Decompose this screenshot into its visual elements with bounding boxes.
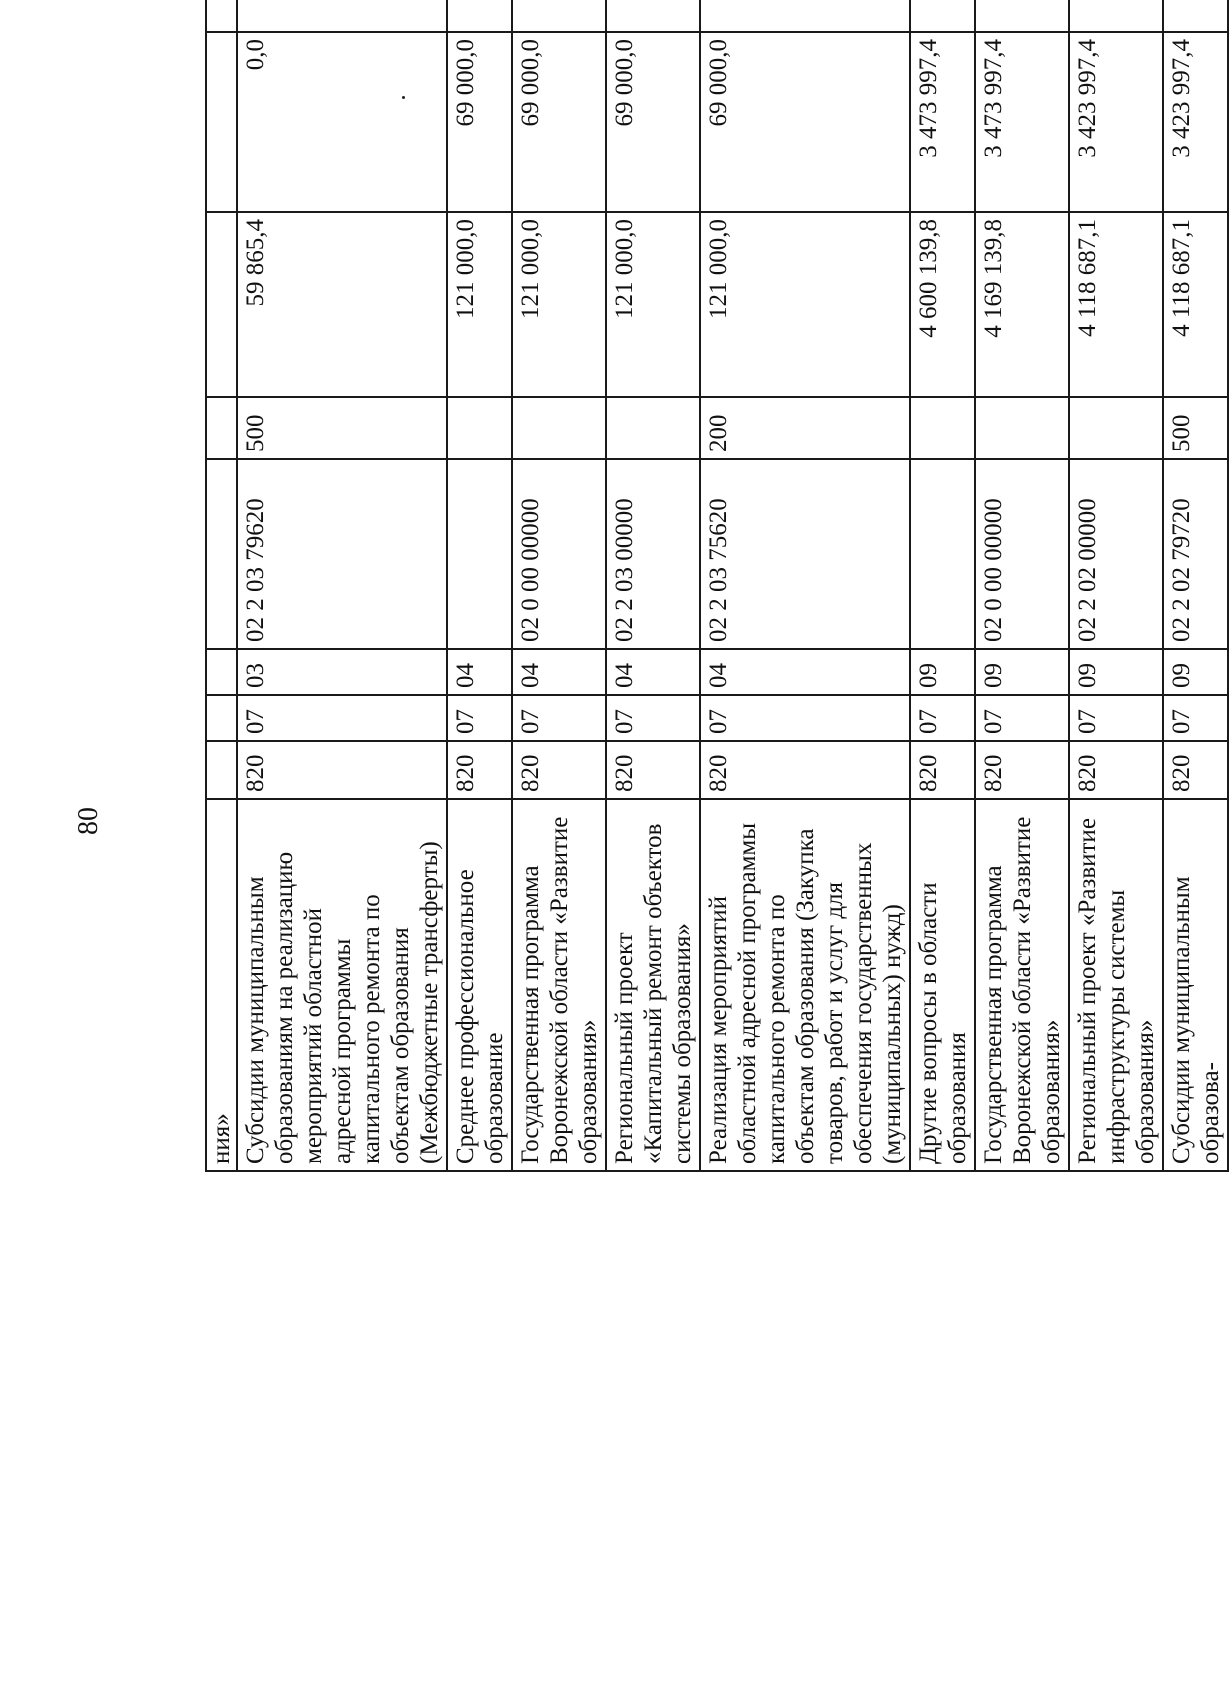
amount-year-1: 4 118 687,1 <box>1163 212 1228 397</box>
target-article-code <box>447 459 512 649</box>
row-name: Государственная программа Воронежской области «Развитие образования» <box>975 799 1069 1171</box>
rotated-table-container <box>205 39 1224 1172</box>
amount-year-3 <box>910 0 975 32</box>
grbs-code: 820 <box>700 741 910 799</box>
section-code: 07 <box>237 695 447 741</box>
table-row <box>237 0 447 1171</box>
amount-year-1: 59 865,4 <box>237 212 447 397</box>
row-name: Региональный проект «Развитие инфраструктуры системы образования» <box>1069 799 1163 1171</box>
table-row <box>1069 0 1163 1171</box>
expense-type-code: 200 <box>700 397 910 459</box>
grbs-code: 820 <box>447 741 512 799</box>
subsection-code: 09 <box>1069 649 1163 695</box>
amount-year-2: 3 423 997,4 <box>1069 32 1163 212</box>
table-row <box>447 0 512 1171</box>
amount-year-3 <box>606 0 700 32</box>
target-article-code: 02 2 03 75620 <box>700 459 910 649</box>
expense-type-code <box>512 397 606 459</box>
amount-year-2: 3 423 997,4 <box>1163 32 1228 212</box>
target-article-code: 02 2 02 00000 <box>1069 459 1163 649</box>
amount-year-1: 121 000,0 <box>700 212 910 397</box>
subsection-code <box>206 649 237 695</box>
amount-year-1: 4 169 139,8 <box>975 212 1069 397</box>
row-name: Реализация мероприятий областной адресной программы капитального ремонта по объектам образования (Закупка товаров, работ и услуг для обеспечения государственных (муниципальных) нужд) <box>700 799 910 1171</box>
amount-year-1: 4 600 139,8 <box>910 212 975 397</box>
section-code: 07 <box>700 695 910 741</box>
expense-type-code: 500 <box>1163 397 1228 459</box>
page-number: 80 <box>73 807 104 835</box>
amount-year-2: 69 000,0 <box>512 32 606 212</box>
amount-year-2 <box>206 32 237 212</box>
section-code: 07 <box>447 695 512 741</box>
amount-year-3 <box>447 0 512 32</box>
row-name: Государственная программа Воронежской области «Развитие образования» <box>512 799 606 1171</box>
grbs-code: 820 <box>1069 741 1163 799</box>
target-article-code: 02 2 03 79620 <box>237 459 447 649</box>
table-row <box>700 0 910 1171</box>
expense-type-code <box>1069 397 1163 459</box>
table-row <box>975 0 1069 1171</box>
grbs-code: 820 <box>910 741 975 799</box>
target-article-code: 02 0 00 00000 <box>512 459 606 649</box>
row-name: Региональный проект «Капитальный ремонт объектов системы образования» <box>606 799 700 1171</box>
amount-year-2: 69 000,0 <box>700 32 910 212</box>
amount-year-3 <box>512 0 606 32</box>
amount-year-2: 69 000,0 <box>447 32 512 212</box>
section-code <box>206 695 237 741</box>
expense-type-code <box>606 397 700 459</box>
amount-year-1: 121 000,0 <box>447 212 512 397</box>
grbs-code: 820 <box>512 741 606 799</box>
amount-year-3 <box>1069 0 1163 32</box>
expense-type-code <box>206 397 237 459</box>
section-code: 07 <box>910 695 975 741</box>
amount-year-1: 121 000,0 <box>512 212 606 397</box>
grbs-code <box>206 741 237 799</box>
table-row <box>512 0 606 1171</box>
target-article-code <box>206 459 237 649</box>
expense-type-code <box>975 397 1069 459</box>
table-row <box>1163 0 1228 1171</box>
target-article-code: 02 2 03 00000 <box>606 459 700 649</box>
amount-year-3 <box>206 0 237 32</box>
target-article-code: 02 2 02 79720 <box>1163 459 1228 649</box>
subsection-code: 09 <box>975 649 1069 695</box>
grbs-code: 820 <box>237 741 447 799</box>
grbs-code: 820 <box>1163 741 1228 799</box>
row-name: Среднее профессиональное образование <box>447 799 512 1171</box>
row-name: Другие вопросы в области образования <box>910 799 975 1171</box>
section-code: 07 <box>1069 695 1163 741</box>
amount-year-1 <box>206 212 237 397</box>
budget-table <box>205 0 1229 1172</box>
target-article-code: 02 0 00 00000 <box>975 459 1069 649</box>
section-code: 07 <box>1163 695 1228 741</box>
subsection-code: 09 <box>910 649 975 695</box>
amount-year-2: 3 473 997,4 <box>975 32 1069 212</box>
grbs-code: 820 <box>975 741 1069 799</box>
subsection-code: 04 <box>700 649 910 695</box>
amount-year-3 <box>700 0 910 32</box>
subsection-code: 04 <box>512 649 606 695</box>
row-name: Субсидии муниципальным образова- <box>1163 799 1228 1171</box>
row-name: ния» <box>206 799 237 1171</box>
amount-year-3 <box>975 0 1069 32</box>
amount-year-2: 0,0 <box>237 32 447 212</box>
subsection-code: 09 <box>1163 649 1228 695</box>
subsection-code: 04 <box>606 649 700 695</box>
row-name: Субсидии муниципальным образованиям на реализацию мероприятий областной адресной программы капитального ремонта по объектам образования (Межбюджетные трансферты) <box>237 799 447 1171</box>
table-row <box>606 0 700 1171</box>
amount-year-2: 69 000,0 <box>606 32 700 212</box>
section-code: 07 <box>606 695 700 741</box>
amount-year-3 <box>1163 0 1228 32</box>
target-article-code <box>910 459 975 649</box>
subsection-code: 03 <box>237 649 447 695</box>
table-row <box>206 0 237 1171</box>
table-row <box>910 0 975 1171</box>
expense-type-code <box>447 397 512 459</box>
amount-year-1: 121 000,0 <box>606 212 700 397</box>
section-code: 07 <box>512 695 606 741</box>
section-code: 07 <box>975 695 1069 741</box>
amount-year-1: 4 118 687,1 <box>1069 212 1163 397</box>
grbs-code: 820 <box>606 741 700 799</box>
expense-type-code: 500 <box>237 397 447 459</box>
amount-year-3 <box>237 0 447 32</box>
amount-year-2: 3 473 997,4 <box>910 32 975 212</box>
expense-type-code <box>910 397 975 459</box>
subsection-code: 04 <box>447 649 512 695</box>
